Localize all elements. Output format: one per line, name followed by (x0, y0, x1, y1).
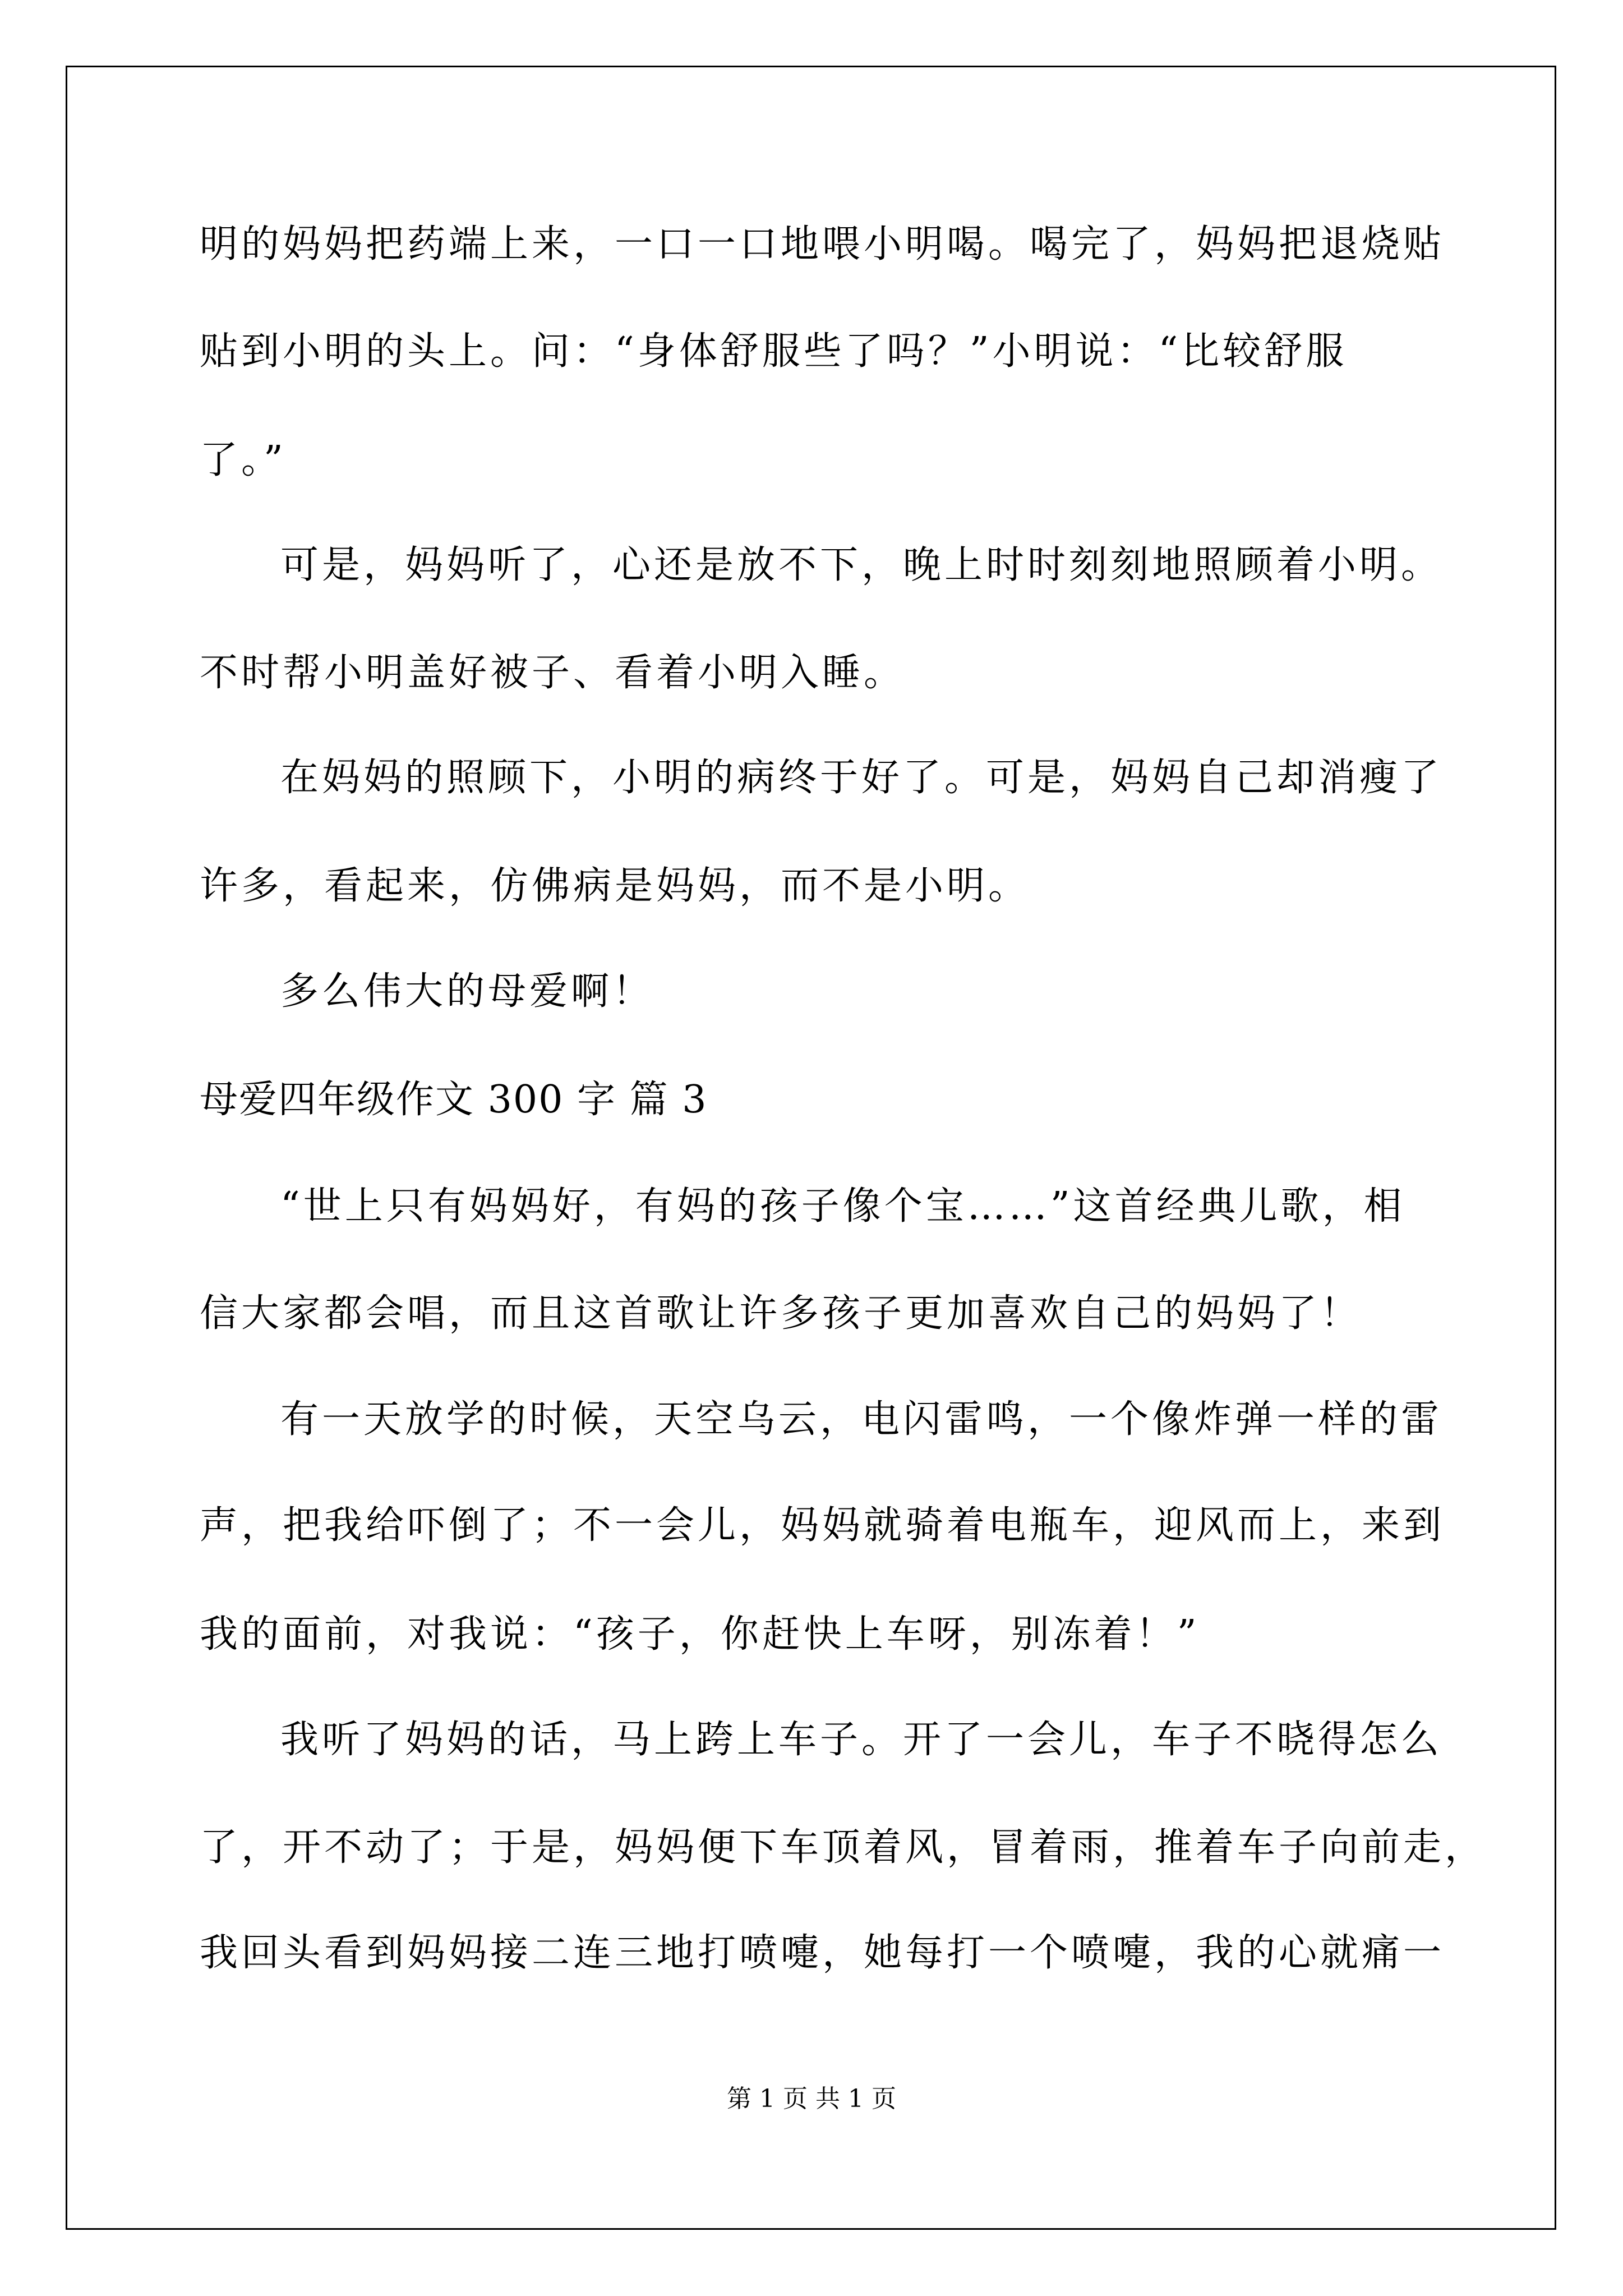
text-line: 在妈妈的照顾下，小明的病终于好了。可是，妈妈自己却消瘦了 (280, 756, 1443, 800)
text-line: “世上只有妈妈好，有妈的孩子像个宝……”这首经典儿歌，相 (280, 1184, 1405, 1228)
text-line: 信大家都会唱，而且这首歌让许多孩子更加喜欢自己的妈妈了！ (200, 1291, 1362, 1336)
text-line: 不时帮小明盖好被子、看着小明入睡。 (200, 651, 906, 695)
text-line: 声，把我给吓倒了；不一会儿，妈妈就骑着电瓶车，迎风而上，来到 (200, 1503, 1445, 1548)
text-line: 可是，妈妈听了，心还是放不下，晚上时时刻刻地照顾着小明。 (280, 543, 1443, 587)
text-line: 有一天放学的时候，天空乌云，电闪雷鸣，一个像炸弹一样的雷 (280, 1397, 1443, 1442)
page-border (66, 66, 1556, 2230)
section-heading: 母爱四年级作文 300 字 篇 3 (200, 1078, 708, 1122)
text-line: 了。” (200, 438, 287, 482)
text-line: 我的面前，对我说：“孩子，你赶快上车呀，别冻着！” (200, 1612, 1200, 1657)
text-line: 我听了妈妈的话，马上跨上车子。开了一会儿，车子不晓得怎么 (280, 1718, 1443, 1762)
text-line: 贴到小明的头上。问：“身体舒服些了吗？”小明说：“比较舒服 (200, 329, 1348, 374)
page-footer: 第 1 页 共 1 页 (727, 2085, 896, 2113)
text-line: 明的妈妈把药端上来，一口一口地喂小明喝。喝完了，妈妈把退烧贴 (200, 222, 1445, 266)
text-line: 多么伟大的母爱啊！ (280, 969, 654, 1014)
text-line: 了，开不动了；于是，妈妈便下车顶着风，冒着雨，推着车子向前走， (200, 1825, 1487, 1870)
text-line: 许多，看起来，仿佛病是妈妈，而不是小明。 (200, 864, 1030, 908)
text-line: 我回头看到妈妈接二连三地打喷嚏，她每打一个喷嚏，我的心就痛一 (200, 1931, 1445, 1975)
